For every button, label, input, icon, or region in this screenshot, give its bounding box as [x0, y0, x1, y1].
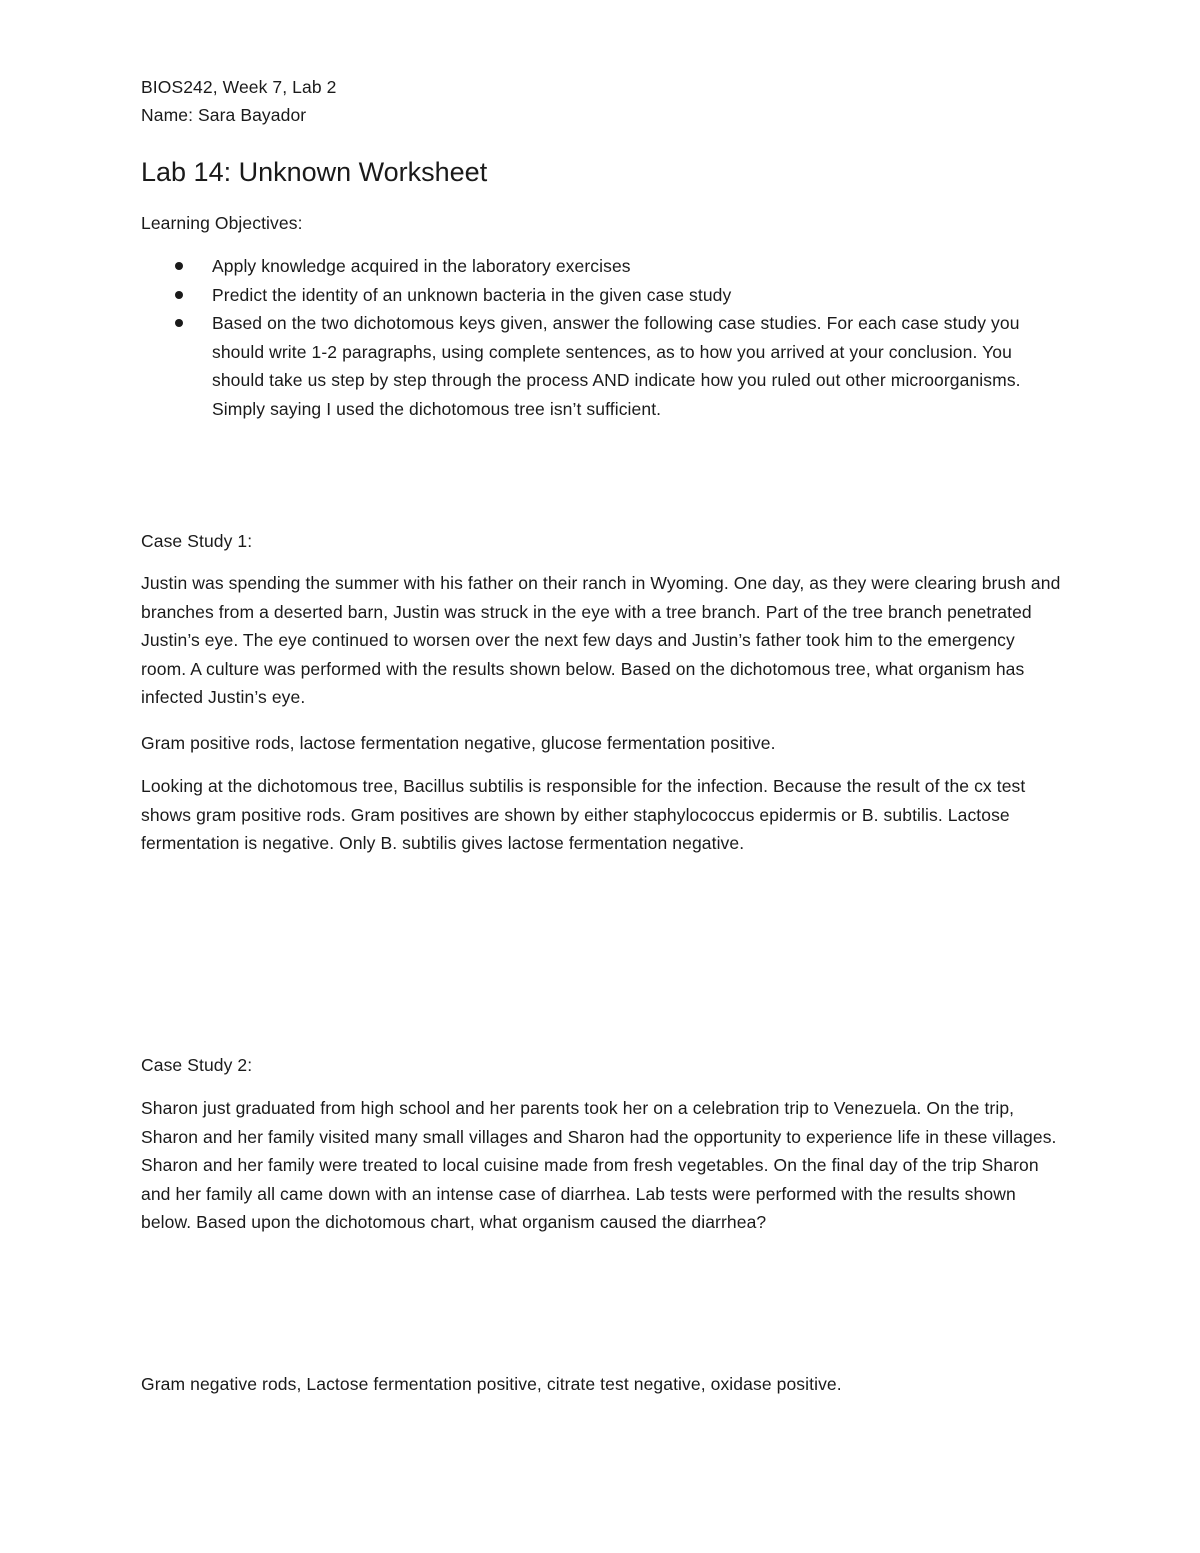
page-title: Lab 14: Unknown Worksheet: [141, 157, 488, 187]
case-study-1-results: Gram positive rods, lactose fermentation negative, glucose fermentation positive.: [141, 733, 776, 753]
course-line: BIOS242, Week 7, Lab 2: [141, 77, 337, 97]
objective-item: [141, 281, 1081, 310]
student-name-line: Name: Sara Bayador: [141, 105, 307, 125]
case-study-1-heading: Case Study 1:: [141, 531, 253, 551]
case-study-2-heading: Case Study 2:: [141, 1055, 253, 1075]
bullet-icon: [175, 262, 183, 270]
objectives-heading: Learning Objectives:: [141, 213, 303, 233]
objective-text: Based on the two dichotomous keys given, answer the following case studies. For each case study you should write 1-2 paragraphs, using complete sentences, as to how you arrived at your conclusion. You should take us step by step through the process AND indicate how you ruled out other microorganisms. Simply saying I used the dichotomous tree isn’t sufficient.: [212, 313, 1021, 419]
case-study-1-answer: Looking at the dichotomous tree, Bacillus subtilis is responsible for the infection. Because the result of the cx test shows gram positive rods. Gram positives are shown by either staphylococcus epidermis or B. subtilis. Lactose fermentation is negative. Only B. subtilis gives lactose fermentation negative.: [141, 776, 1026, 854]
case-study-2-results: Gram negative rods, Lactose fermentation positive, citrate test negative, oxidase positive.: [141, 1374, 842, 1394]
bullet-icon: [175, 319, 183, 327]
case-study-2-prompt: Sharon just graduated from high school and her parents took her on a celebration trip to Venezuela. On the trip, Sharon and her family visited many small villages and Sharon had the opportunity to experience life in these villages. Sharon and her family were treated to local cuisine made from fresh vegetables. On the final day of the trip Sharon and her family all came down with an intense case of diarrhea. Lab tests were performed with the results shown below. Based upon the dichotomous chart, what organism caused the diarrhea?: [141, 1098, 1057, 1233]
objective-item: [141, 309, 1057, 423]
objective-text: Predict the identity of an unknown bacteria in the given case study: [212, 284, 732, 305]
bullet-icon: [175, 291, 183, 299]
objective-item: [141, 252, 1081, 281]
objectives-list: [141, 252, 1081, 424]
case-study-1-prompt: Justin was spending the summer with his father on their ranch in Wyoming. One day, as they were clearing brush and branches from a deserted barn, Justin was struck in the eye with a tree branch. Part of the tree branch penetrated Justin’s eye. The eye continued to worsen over the next few days and Justin’s father took him to the emergency room. A culture was performed with the results shown below. Based on the dichotomous tree, what organism has infected Justin’s eye.: [141, 573, 1061, 708]
objective-text: Apply knowledge acquired in the laboratory exercises: [212, 256, 631, 276]
